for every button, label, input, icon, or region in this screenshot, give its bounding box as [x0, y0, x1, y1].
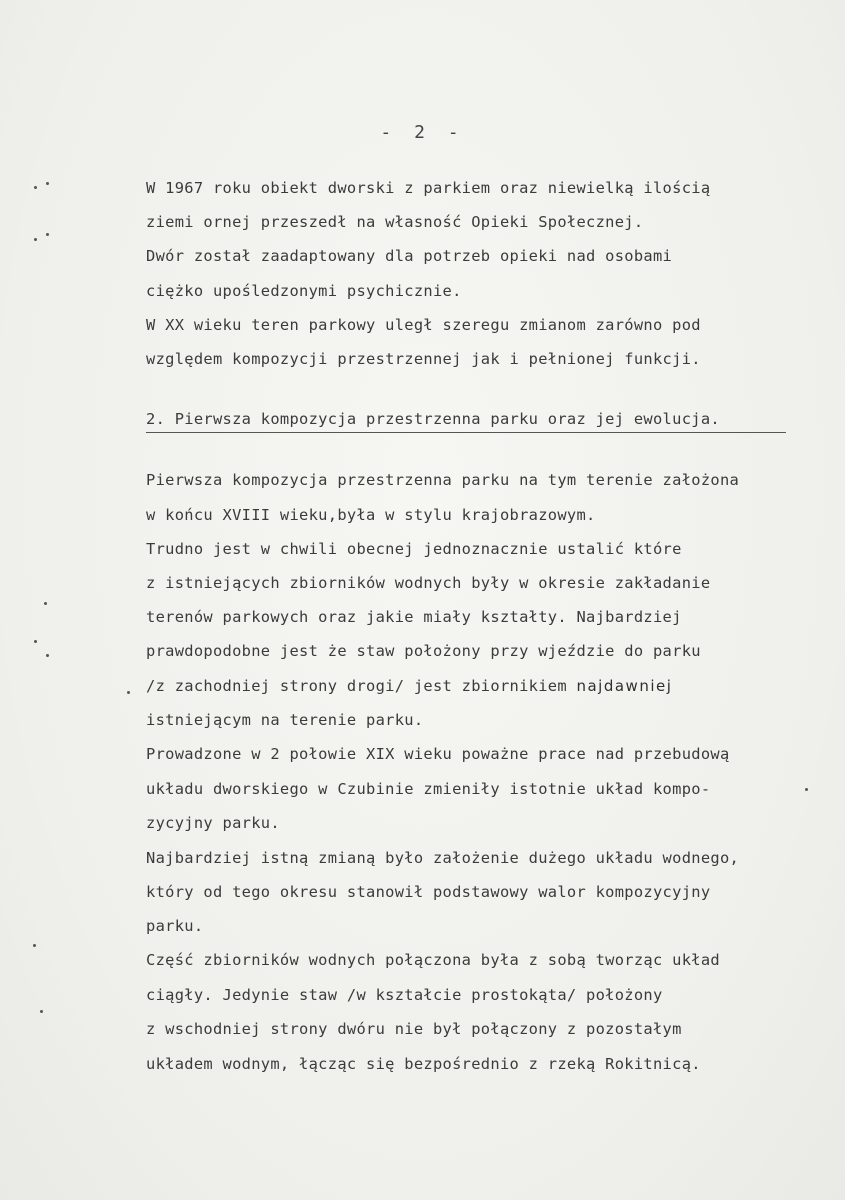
text-line: ziemi ornej przeszedł na własność Opieki Społecznej. [146, 213, 644, 231]
text-line: parku. [146, 917, 204, 935]
text-line: w końcu XVIII wieku,była w stylu krajobrazowym. [146, 506, 596, 524]
text-line: względem kompozycji przestrzennej jak i pełnionej funkcji. [146, 350, 701, 368]
text-line: Najbardziej istną zmianą było założenie dużego układu wodnego, [146, 849, 740, 867]
heading-underline [146, 432, 786, 433]
text-line: ciężko upośledzonymi psychicznie. [146, 282, 462, 300]
text-line: Część zbiorników wodnych połączona była z sobą tworząc układ [146, 951, 720, 969]
text-line: W XX wieku teren parkowy uległ szeregu zmianom zarówno pod [146, 316, 701, 334]
handwritten-annotation: najdawniej [576, 677, 673, 695]
text-line: ciągły. Jedynie staw /w kształcie prostokąta/ położony [146, 986, 663, 1004]
text-line: Prowadzone w 2 połowie XIX wieku poważne prace nad przebudową [146, 745, 730, 763]
text-line: W 1967 roku obiekt dworski z parkiem oraz niewielką ilością [146, 179, 711, 197]
section-heading: 2. Pierwsza kompozycja przestrzenna parku oraz jej ewolucja. [146, 410, 720, 428]
scan-speck [34, 640, 37, 643]
scan-speck [127, 691, 130, 694]
text-line: Dwór został zaadaptowany dla potrzeb opieki nad osobami [146, 247, 673, 265]
scan-speck [46, 233, 49, 236]
scan-speck [34, 238, 37, 241]
scan-speck [46, 654, 49, 657]
text-line: prawdopodobne jest że staw położony przy wjeździe do parku [146, 642, 701, 660]
scan-speck [40, 1010, 43, 1013]
text-line: Pierwsza kompozycja przestrzenna parku na tym terenie założona [146, 471, 740, 489]
scan-speck [33, 944, 36, 947]
text-line-with-annotation [146, 676, 672, 696]
text-line: zycyjny parku. [146, 814, 280, 832]
scan-speck [44, 602, 47, 605]
text-line: układem wodnym, łącząc się bezpośrednio z rzeką Rokitnicą. [146, 1055, 701, 1073]
text-line: układu dworskiego w Czubinie zmieniły istotnie układ kompo- [146, 780, 711, 798]
text-line: z wschodniej strony dwóru nie był połączony z pozostałym [146, 1020, 682, 1038]
page-number: - 2 - [380, 122, 465, 143]
scan-speck [34, 186, 37, 189]
text-line: istniejącym na terenie parku. [146, 711, 424, 729]
typed-text: /z zachodniej strony drogi/ jest zbiornikiem [146, 677, 577, 695]
text-line: który od tego okresu stanowił podstawowy walor kompozycyjny [146, 883, 711, 901]
scan-speck [46, 182, 49, 185]
text-line: terenów parkowych oraz jakie miały kształty. Najbardziej [146, 608, 682, 626]
scan-speck [805, 788, 808, 791]
text-line: z istniejących zbiorników wodnych były w okresie zakładanie [146, 574, 711, 592]
text-line: Trudno jest w chwili obecnej jednoznacznie ustalić które [146, 540, 682, 558]
